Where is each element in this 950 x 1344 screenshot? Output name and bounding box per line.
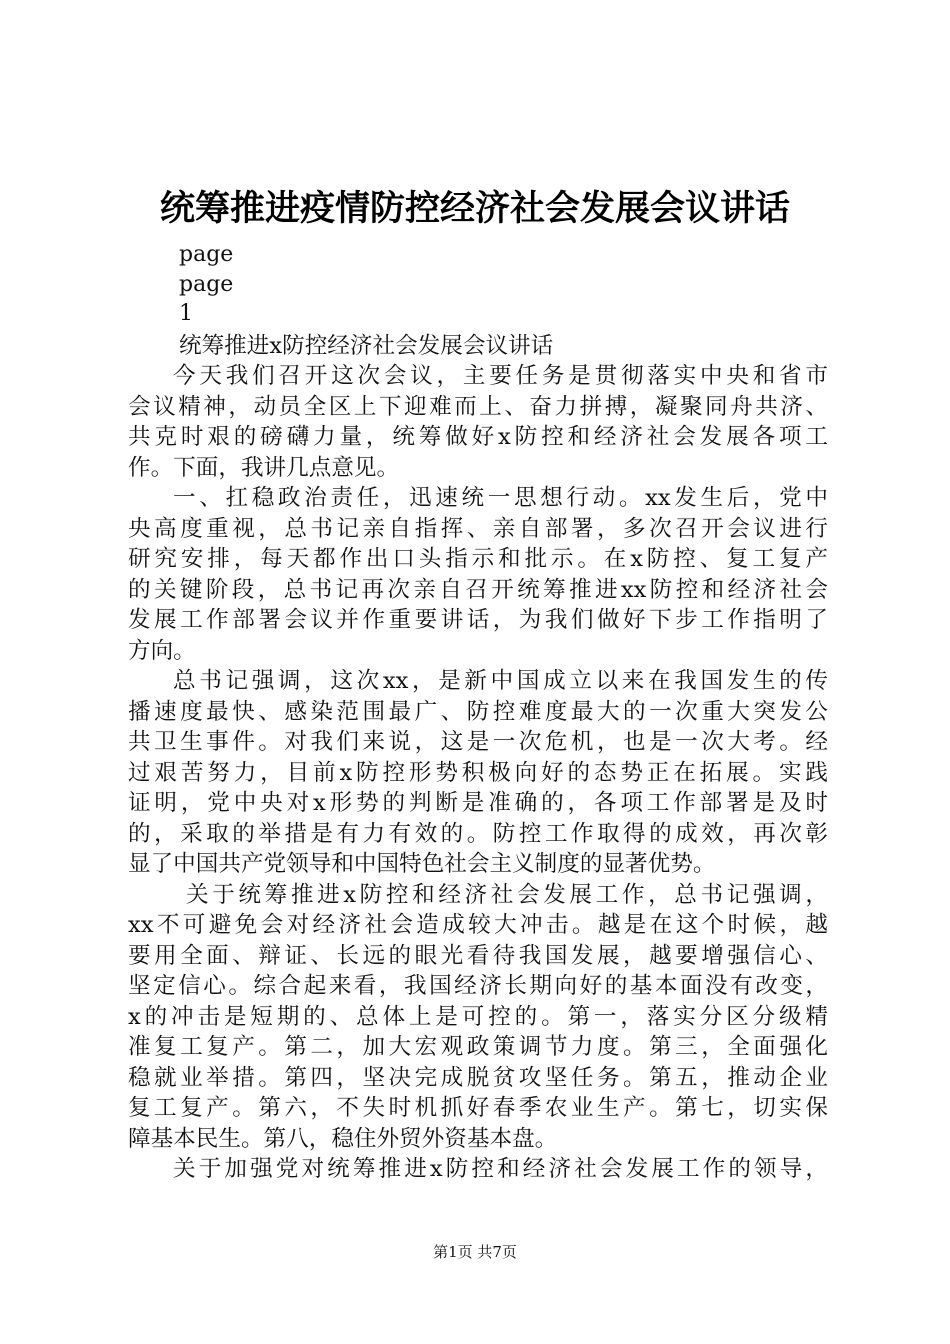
- body-line: 关于加强党对统筹推进x防控和经济社会发展工作的领导，: [173, 1156, 828, 1182]
- body-line: 今天我们召开这次会议，主要任务是贯彻落实中央和省市: [173, 363, 828, 389]
- meta-line-3: 1: [179, 301, 193, 326]
- document-body: [128, 361, 828, 1185]
- body-line: 研究安排，每天都作出口头指示和批示。在x防控、复工复产: [128, 546, 828, 572]
- body-line: 作。下面，我讲几点意见。: [128, 454, 400, 481]
- document-subtitle: 统筹推进x防控经济社会发展会议讲话: [179, 333, 554, 359]
- body-line: 准复工复产。第二，加大宏观政策调节力度。第三，全面强化: [128, 1034, 828, 1060]
- body-line: 方向。: [128, 637, 196, 664]
- body-line: 播速度最快、感染范围最广、防控难度最大的一次重大突发公: [128, 698, 828, 725]
- body-line: xx不可避免会对经济社会造成较大冲击。越是在这个时候，越: [128, 912, 828, 938]
- body-line: 坚定信心。综合起来看，我国经济长期向好的基本面没有改变，: [128, 973, 828, 999]
- body-line: 稳就业举措。第四，坚决完成脱贫攻坚任务。第五，推动企业: [128, 1064, 828, 1091]
- body-line: 一、扛稳政治责任，迅速统一思想行动。xx发生后，党中: [173, 485, 828, 511]
- page-footer: 第1页 共7页: [433, 1243, 517, 1261]
- body-line: 证明，党中央对x形势的判断是准确的，各项工作部署是及时: [128, 790, 828, 816]
- body-line: 过艰苦努力，目前x防控形势积极向好的态势正在拓展。实践: [128, 759, 828, 786]
- body-line: 共卫生事件。对我们来说，这是一次危机，也是一次大考。经: [128, 729, 828, 755]
- body-line: 要用全面、辩证、长远的眼光看待我国发展，越要增强信心、: [128, 942, 828, 969]
- body-line: 的关键阶段，总书记再次亲自召开统筹推进xx防控和经济社会: [128, 576, 828, 603]
- document-title: 统筹推进疫情防控经济社会发展会议讲话: [159, 189, 790, 229]
- meta-line-2: page: [179, 272, 234, 297]
- body-line: 央高度重视，总书记亲自指挥、亲自部署，多次召开会议进行: [128, 515, 828, 542]
- body-line: 关于统筹推进x防控和经济社会发展工作，总书记强调，: [186, 881, 828, 908]
- body-line: 障基本民生。第八，稳住外贸外资基本盘。: [128, 1125, 558, 1152]
- body-line: 发展工作部署会议并作重要讲话，为我们做好下步工作指明了: [128, 607, 828, 633]
- body-line: 共克时艰的磅礴力量，统筹做好x防控和经济社会发展各项工: [128, 424, 828, 450]
- body-line: x的冲击是短期的、总体上是可控的。第一，落实分区分级精: [128, 1003, 828, 1030]
- meta-line-1: page: [179, 242, 234, 267]
- body-line: 会议精神，动员全区上下迎难而上、奋力拼搏，凝聚同舟共济、: [128, 393, 828, 420]
- body-line: 复工复产。第六，不失时机抓好春季农业生产。第七，切实保: [128, 1095, 828, 1121]
- body-line: 显了中国共产党领导和中国特色社会主义制度的显著优势。: [128, 851, 716, 877]
- body-line: 的，采取的举措是有力有效的。防控工作取得的成效，再次彰: [128, 820, 828, 847]
- body-line: 总书记强调，这次xx，是新中国成立以来在我国发生的传: [173, 668, 828, 694]
